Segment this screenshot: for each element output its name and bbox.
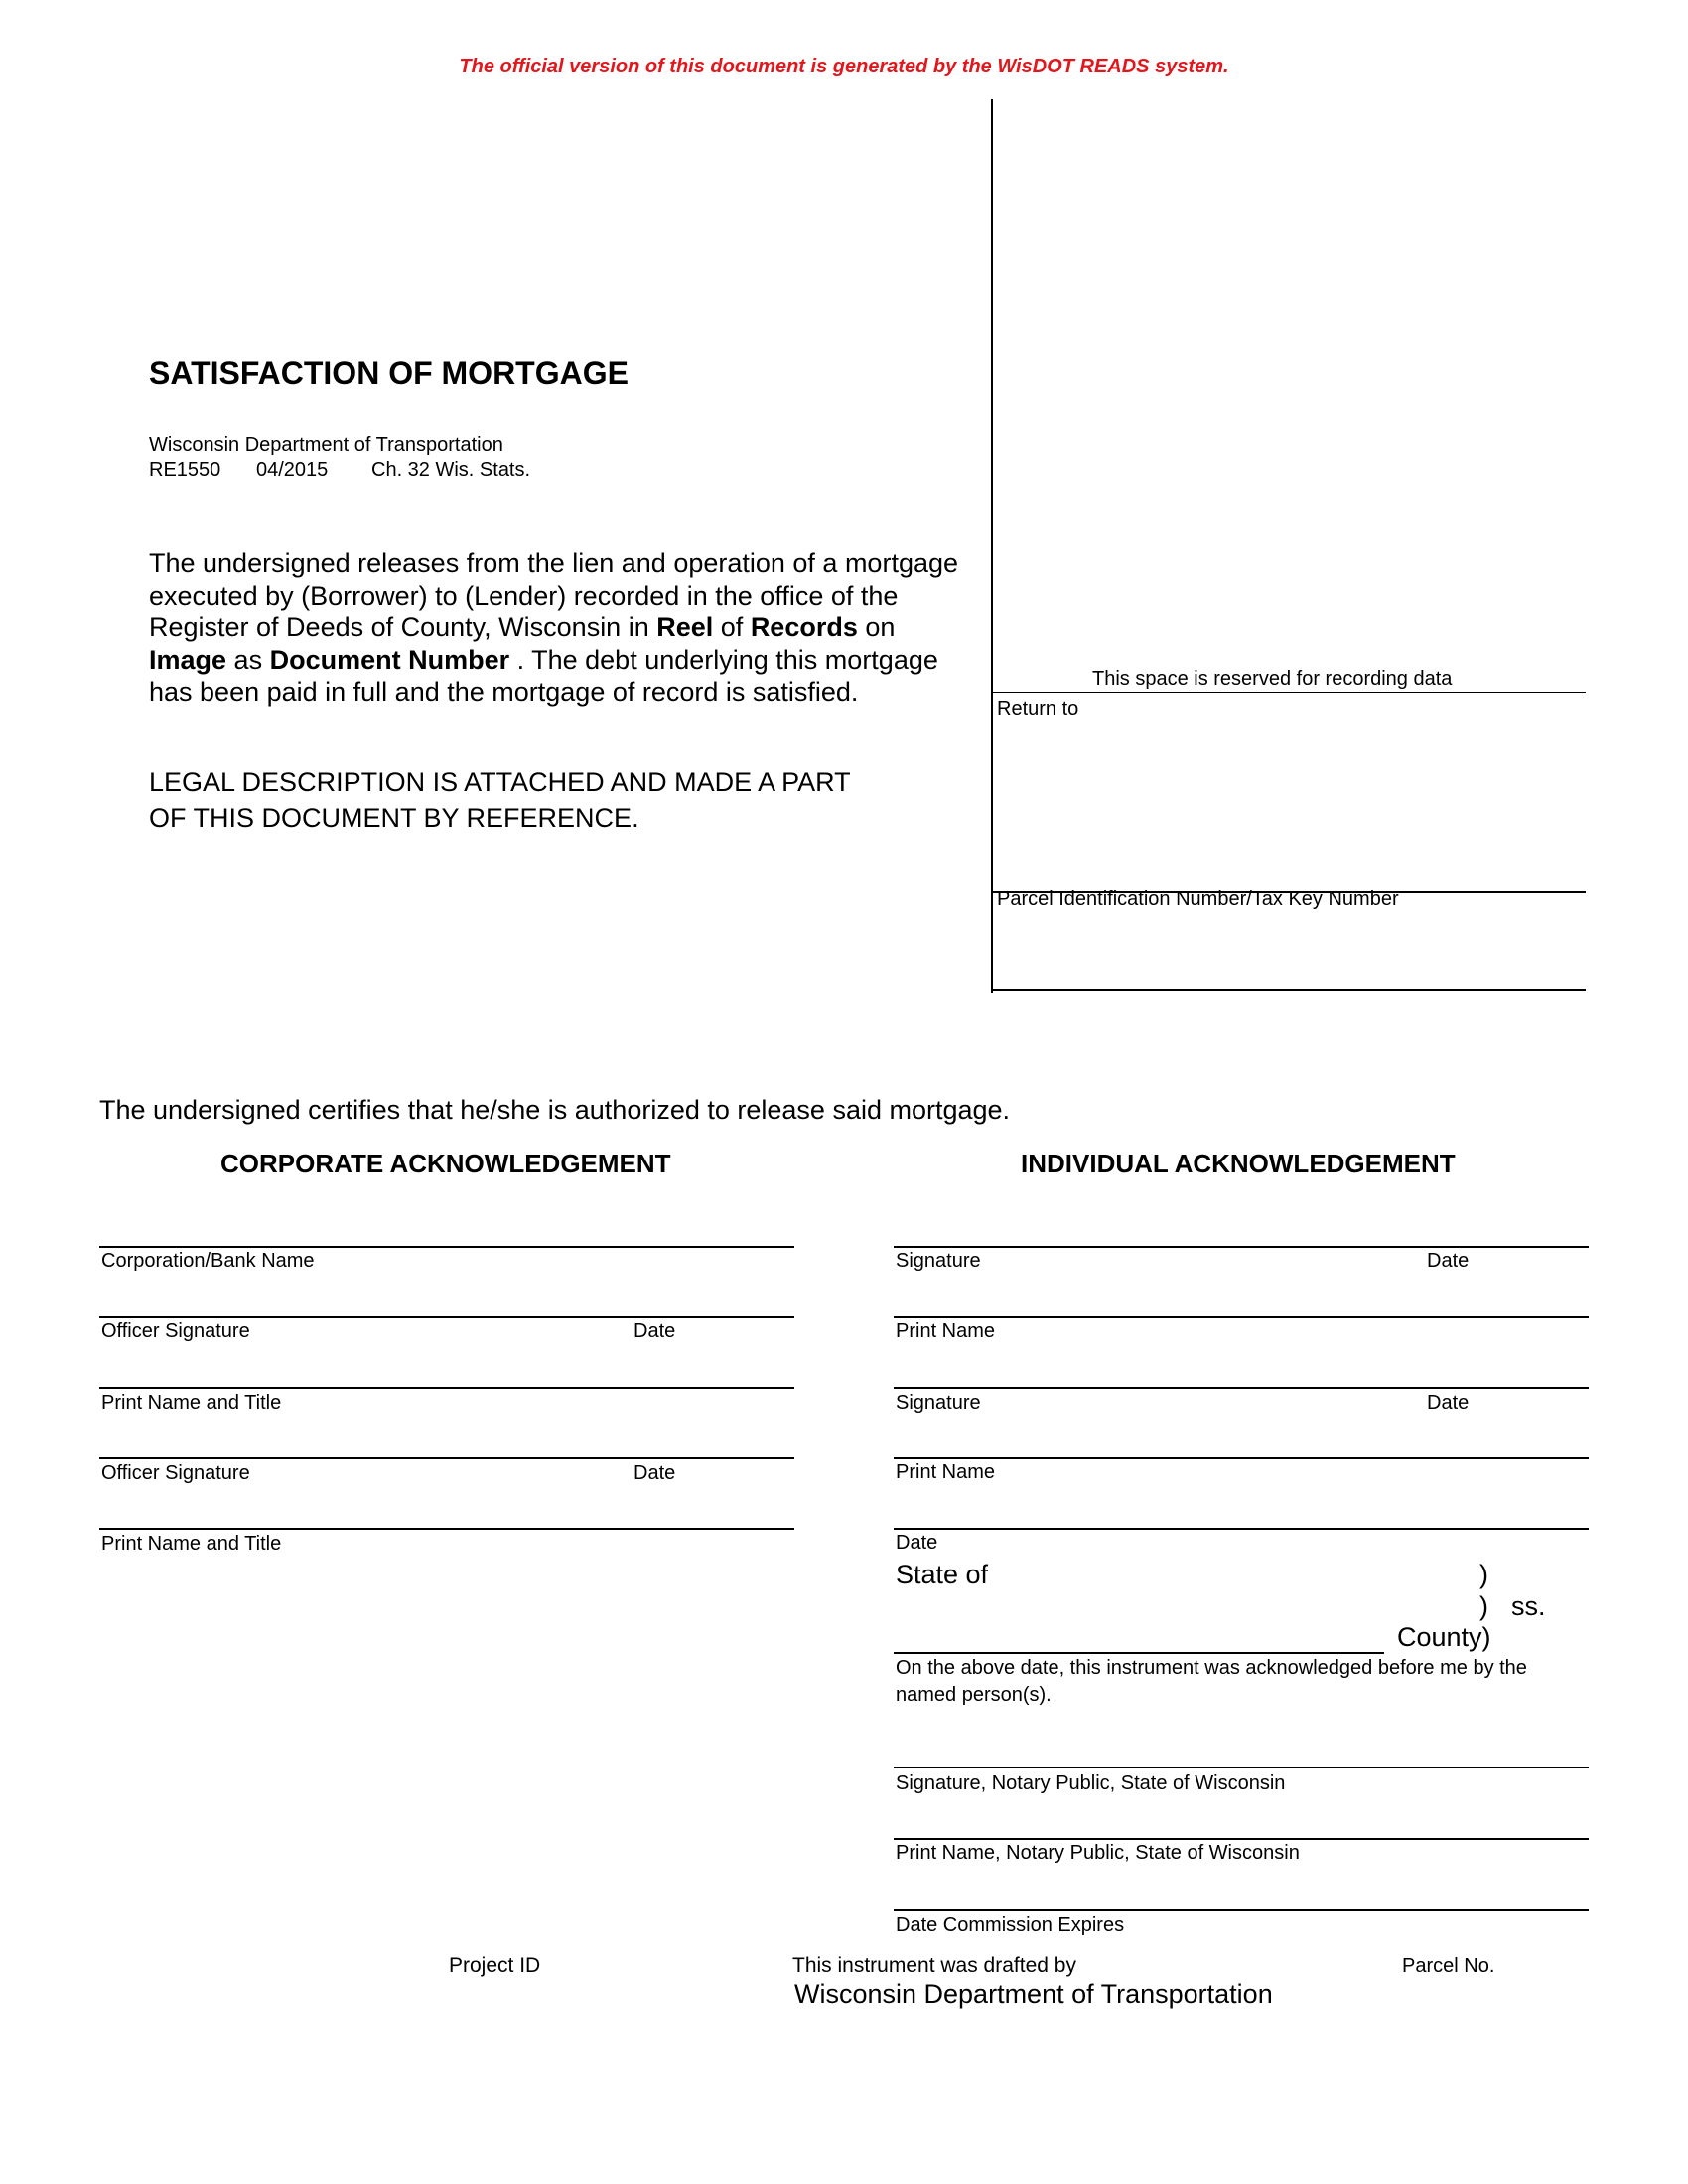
project-id-label: Project ID: [449, 1954, 541, 1977]
bank-name-label: Corporation/Bank Name: [101, 1250, 315, 1272]
bank-name-field[interactable]: [99, 1246, 794, 1248]
state-of-label: State of: [896, 1560, 989, 1589]
officer-signature-field-2[interactable]: [99, 1457, 794, 1459]
venue-bracket: ): [1479, 1591, 1488, 1621]
individual-print-name-label: Print Name: [896, 1461, 996, 1483]
individual-signature-label: Signature: [896, 1392, 981, 1414]
individual-signature-date-label: Date: [1427, 1250, 1470, 1272]
statute-reference: Ch. 32 Wis. Stats.: [371, 459, 531, 480]
individual-print-name-field-2[interactable]: [894, 1457, 1589, 1459]
legal-description-notice: [149, 764, 963, 836]
drafted-by-label: This instrument was drafted by: [792, 1954, 1076, 1977]
release-text-part: as: [226, 644, 270, 675]
form-info-line: [149, 459, 530, 481]
form-number: RE1550: [149, 459, 221, 480]
acknowledgement-date-label: Date: [896, 1532, 938, 1554]
drafting-agency: Wisconsin Department of Transportation: [794, 1979, 1273, 2009]
commission-expires-label: Date Commission Expires: [896, 1914, 1125, 1936]
officer-signature-label: Officer Signature: [101, 1462, 250, 1484]
agency-name: Wisconsin Department of Transportation: [149, 434, 503, 456]
individual-acknowledgement-heading: INDIVIDUAL ACKNOWLEDGEMENT: [1021, 1149, 1456, 1178]
print-name-title-field-2[interactable]: [99, 1528, 794, 1530]
individual-print-name-field-1[interactable]: [894, 1316, 1589, 1318]
notary-signature-field[interactable]: [894, 1767, 1589, 1768]
individual-print-name-label: Print Name: [896, 1320, 996, 1342]
officer-signature-field-1[interactable]: [99, 1316, 794, 1318]
recording-space-divider: [992, 692, 1586, 693]
parcel-no-label: Parcel No.: [1402, 1955, 1495, 1977]
county-field[interactable]: [894, 1652, 1384, 1654]
parcel-id-bottom-line: [992, 989, 1586, 991]
corporate-acknowledgement-heading: CORPORATE ACKNOWLEDGEMENT: [220, 1149, 671, 1178]
release-text-part: on: [857, 613, 896, 643]
recording-space-label: This space is reserved for recording data: [1092, 668, 1453, 690]
individual-signature-field-1[interactable]: [894, 1246, 1589, 1248]
officer-signature-date-label: Date: [633, 1320, 676, 1342]
acknowledgement-date-field[interactable]: [894, 1528, 1589, 1530]
commission-expires-field[interactable]: [894, 1909, 1589, 1911]
officer-signature-label: Officer Signature: [101, 1320, 250, 1342]
individual-signature-field-2[interactable]: [894, 1387, 1589, 1389]
individual-signature-date-label: Date: [1427, 1392, 1470, 1414]
ss-label: ss.: [1511, 1591, 1546, 1621]
legal-description-line: OF THIS DOCUMENT BY REFERENCE.: [149, 803, 639, 833]
records-term: Records: [750, 613, 858, 643]
parcel-id-label: Parcel Identification Number/Tax Key Number: [997, 888, 1399, 910]
document-number-term: Document Number: [269, 644, 510, 675]
county-label: County): [1397, 1622, 1491, 1652]
print-name-title-field-1[interactable]: [99, 1387, 794, 1389]
release-text-part: The undersigned releases from the lien and operation of a mortgage executed by (Borrower) to (Lender) recorded in the office of the Register of Deeds of County, Wisconsin in: [149, 548, 959, 643]
official-version-notice: The official version of this document is generated by the WisDOT READS system.: [459, 56, 1229, 77]
print-name-title-label: Print Name and Title: [101, 1533, 282, 1555]
return-to-label: Return to: [997, 698, 1079, 720]
form-revision-date: 04/2015: [256, 459, 329, 480]
legal-description-line: LEGAL DESCRIPTION IS ATTACHED AND MADE A PART: [149, 767, 851, 797]
release-paragraph: [149, 547, 963, 709]
officer-signature-date-label: Date: [633, 1462, 676, 1484]
notary-statement: On the above date, this instrument was acknowledged before me by the named person(s).: [896, 1657, 1527, 1706]
document-title: SATISFACTION OF MORTGAGE: [149, 355, 629, 391]
individual-signature-label: Signature: [896, 1250, 981, 1272]
release-text-part: . The debt underlying this mortgage has been paid in full and the mortgage of record is satisfied.: [149, 644, 938, 708]
release-text-part: of: [713, 613, 751, 643]
venue-bracket: ): [1479, 1560, 1488, 1589]
print-name-title-label: Print Name and Title: [101, 1392, 282, 1414]
reel-term: Reel: [656, 613, 714, 643]
notary-print-name-field[interactable]: [894, 1838, 1589, 1840]
notary-print-name-label: Print Name, Notary Public, State of Wisconsin: [896, 1843, 1300, 1864]
certification-statement: The undersigned certifies that he/she is authorized to release said mortgage.: [99, 1095, 1011, 1125]
image-term: Image: [149, 644, 227, 675]
notary-signature-label: Signature, Notary Public, State of Wisconsin: [896, 1772, 1286, 1794]
recording-box-left-border: [991, 99, 993, 993]
